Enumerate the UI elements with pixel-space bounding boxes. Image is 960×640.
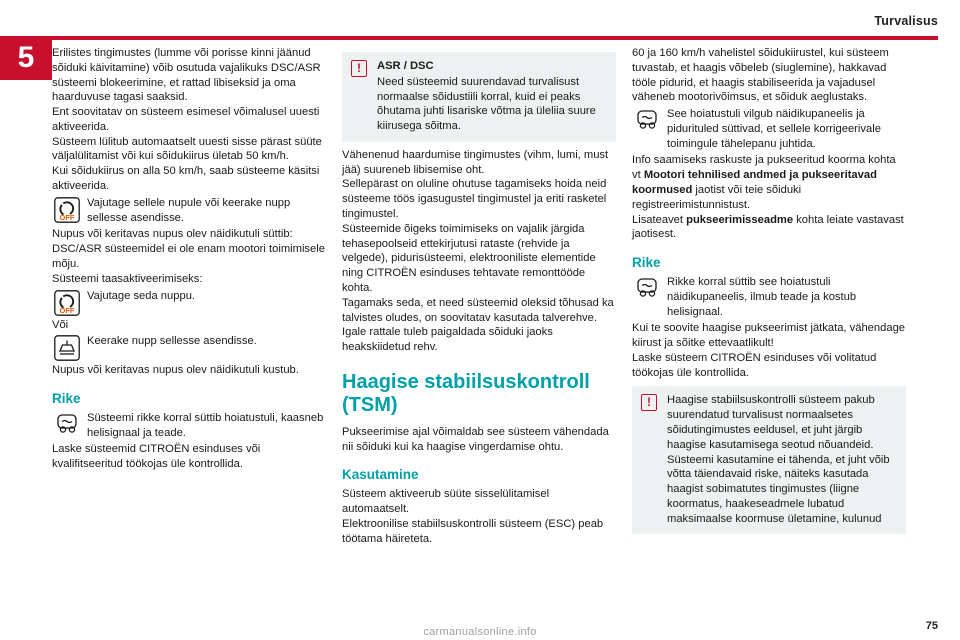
paragraph-text: Lisateavet (632, 213, 687, 226)
paragraph: Kui te soovite haagise pukseerimist jätkata, vähendage kiirust ja sõitke ettevaatlikult! (632, 322, 906, 350)
icon-paragraph-text: Vajutage sellele nupule või keerake nupp sellesse asendisse. (87, 196, 291, 224)
icon-paragraph-text: See hoiatustuli vilgub näidikupaneelis ja pidurituled süttivad, et sellele korrigeerivale toimingule tähelepanu juhtida. (667, 108, 881, 150)
warning-note (342, 52, 616, 142)
paragraph: Nupus või keritavas nupus olev näidikutuli süttib: DSC/ASR süsteemidel ei ole enam mootori toimimisele mõju. (52, 228, 325, 270)
esp-warning-icon (632, 107, 662, 130)
icon-paragraph-text: Keerake nupp sellesse asendisse. (87, 335, 257, 348)
icon-paragraph (52, 334, 326, 361)
paragraph: Erilistes tingimustes (lumme või porisse kinni jäänud sõiduki käivitamine) võib osutuda vajalikuks DSC/ASR süsteemi blokeerimine, et rattad libiseksid ja oma haarduvuse tagasi saaksid. (52, 47, 321, 104)
icon-paragraph (52, 411, 326, 441)
subheading-kasutamine: Kasutamine (342, 467, 419, 483)
icon-paragraph (632, 107, 906, 151)
section-heading: Haagise stabiilsuskontroll (TSM) (342, 370, 590, 416)
paragraph: Süsteemide õigeks toimimiseks on vajalik järgida tehasepoolseid ettekirjutusi rataste (rehvide ja velgede), pidurisüsteemi, elektrooniliste elementide ning CITROËN esinduses tehtavate remonttööde kohta. (342, 222, 596, 294)
subheading-rike: Rike (52, 391, 81, 407)
paragraph: Pukseerimise ajal võimaldab see süsteem vähendada nii sõiduki kui ka haagise vingerdamise ohtu. (342, 425, 609, 453)
esp-warning-icon (52, 411, 82, 434)
esp-warning-icon (632, 275, 662, 298)
document-body (0, 46, 960, 640)
exclamation-icon: ! (641, 393, 661, 411)
paragraph: Kui sõidukiirus on alla 50 km/h, saab süsteeme käsitsi aktiveerida. (52, 165, 320, 193)
paragraph: Või (52, 318, 69, 331)
page-header (0, 0, 960, 44)
icon-paragraph (52, 196, 326, 226)
paragraph: Tagamaks seda, et need süsteemid oleksid tõhusad ka talvistes oludes, on soovitatav kasutada talverehve. Igale rattale tuleb paigaldada sõiduki jaoks heakskiidetud rehv. (342, 296, 614, 354)
column-middle (342, 46, 616, 546)
paragraph: Vähenenud haardumise tingimustes (vihm, lumi, must jää) suureneb libisemise oht. (342, 148, 609, 176)
column-left (52, 46, 326, 472)
icon-paragraph-text: Vajutage seda nuppu. (87, 289, 196, 302)
paragraph (632, 153, 906, 212)
paragraph-bold: Mootori tehnilised andmed ja pukseeritavad koormused (632, 169, 877, 197)
warning-note (632, 386, 906, 534)
paragraph: Laske süsteem CITROËN esinduses või volitatud töökojas üle kontrollida. (632, 351, 877, 379)
paragraph-text: kohta leiate vastavast jaotisest. (632, 213, 904, 241)
rotary-knob-icon (52, 334, 82, 361)
paragraph: Sellepärast on oluline ohutuse tagamiseks hoida neid süsteeme töös igasugustel tingimustel ja eriti rasketel tingimustel. (342, 178, 607, 221)
paragraph (632, 213, 906, 243)
paragraph: Süsteem aktiveerub süüte sisselülitamisel automaatselt. (342, 488, 550, 515)
icon-paragraph-text: Süsteemi rikke korral süttib hoiatustuli, kaasneb helisignaal ja teade. (87, 411, 324, 439)
chapter-number-badge: 5 (0, 36, 52, 80)
paragraph: Nupus või keritavas nupus olev näidikutuli kustub. (52, 364, 299, 377)
svg-text:OFF: OFF (59, 305, 75, 315)
icon-paragraph-text: Rikke korral süttib see hoiatustuli näidikupaneelis, ilmub teade ja kostub helisignaal. (667, 275, 857, 318)
page-number: 75 (925, 620, 938, 632)
page-title: Turvalisus (874, 14, 938, 28)
warning-note-body: Need süsteemid suurendavad turvalisust normaalse sõidustiili korral, kuid ei peaks õhutama juhti lisariske võtma ja üleliia suure kiirusega sõitma. (377, 75, 596, 133)
icon-paragraph (632, 275, 906, 319)
subheading-rike: Rike (632, 255, 661, 271)
paragraph: 60 ja 160 km/h vahelistel sõidukiirustel, kui süsteem tuvastab, et haagis võbeleb (siuglemine), hakkavad tööle pidurid, et haagis stabiliseerida ja vajadusel väheneb mootorivõimsus, et sõiduk aeglustaks. (632, 47, 889, 104)
paragraph-text: Info saamiseks raskuste ja pukseeritud koorma kohta vt (632, 154, 896, 182)
paragraph-text: jaotist või teie sõiduki registreerimistunnistust. (632, 184, 802, 211)
watermark: carmanualsonline.info (423, 626, 537, 638)
warning-note-title: ASR / DSC (377, 60, 434, 72)
paragraph: Süsteemi taasaktiveerimiseks: (52, 272, 203, 285)
off-button-icon (52, 289, 82, 316)
paragraph: Laske süsteemid CITROËN esinduses või kvalifitseeritud töökojas üle kontrollida. (52, 443, 261, 471)
paragraph: Süsteem lülitub automaatselt uuesti sisse pärast süüte väljalülitamist või kui sõidukiirus ületab 50 km/h. (52, 135, 322, 163)
paragraph: Elektroonilise stabiilsuskontrolli süsteem (ESC) peab töötama häireteta. (342, 517, 604, 545)
paragraph-bold: pukseerimisseadme (686, 213, 794, 226)
header-divider (22, 36, 938, 40)
icon-paragraph (52, 289, 326, 316)
paragraph: Ent soovitatav on süsteem esimesel võimalusel uuesti aktiveerida. (52, 106, 320, 133)
svg-text:OFF: OFF (59, 212, 75, 222)
exclamation-icon: ! (351, 59, 371, 77)
column-right (632, 46, 906, 540)
warning-note-body: Haagise stabiilsuskontrolli süsteem pakub suurendatud turvalisust normaalsetes sõidutingimustes eeldusel, et juht järgib haagise kasutamisega seotud nõuandeid. Süsteemi kasutamine ei tähenda, et juht võib võtta täiendavaid riske, näiteks kasutada haagist sobimatutes tingimustes (liigne koormatus, haakeseadmele lubatud maksimaalse koormuse ületamine, kulunud (667, 394, 890, 525)
off-button-icon (52, 196, 82, 223)
